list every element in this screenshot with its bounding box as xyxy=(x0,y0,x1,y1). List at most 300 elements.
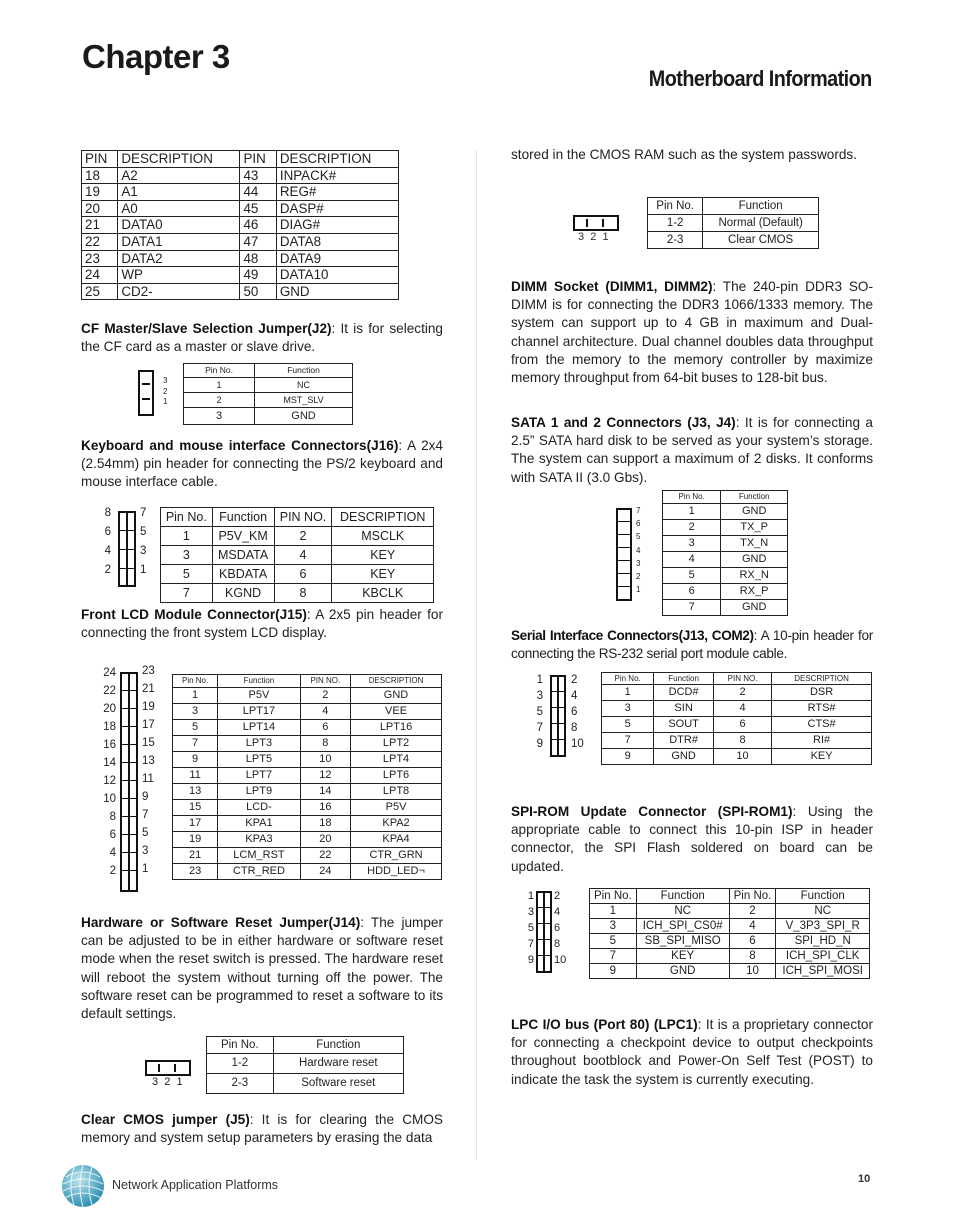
table-cell: DATA9 xyxy=(276,250,398,267)
page-number: 10 xyxy=(858,1173,871,1185)
pin-label: 2 xyxy=(104,564,111,576)
table-cell: GND xyxy=(276,283,398,300)
table-cell: KEY xyxy=(772,749,872,765)
pin-divider xyxy=(128,674,130,890)
table-cell: A2 xyxy=(118,167,240,184)
table-cell: REG# xyxy=(276,184,398,201)
pin-label: 19 xyxy=(142,701,155,713)
table-cell: 49 xyxy=(240,267,276,284)
pin-divider xyxy=(122,798,136,799)
table-cell: 8 xyxy=(274,584,332,603)
cmos-jumper-table xyxy=(647,197,819,249)
table-cell: Pin No. xyxy=(663,491,721,504)
table-header-row xyxy=(663,491,788,504)
pin-label: 5 xyxy=(536,706,543,718)
table-cell: 21 xyxy=(82,217,118,234)
table-cell: 4 xyxy=(274,546,332,565)
table-row xyxy=(161,527,434,546)
pin-divider xyxy=(618,560,630,561)
table-cell: KEY xyxy=(636,949,729,964)
pin-label: 4 xyxy=(571,690,578,702)
table-cell: 18 xyxy=(300,816,350,832)
pin-label: 23 xyxy=(142,665,155,677)
table-cell: 6 xyxy=(300,720,350,736)
sata-pin-table xyxy=(662,490,788,616)
lcd-text: : A 2x5 pin header for connecting the front system LCD display. xyxy=(81,607,443,641)
table-cell: 46 xyxy=(240,217,276,234)
pin-label: 4 xyxy=(636,545,641,555)
column-divider xyxy=(476,150,477,1160)
table-cell: 19 xyxy=(173,832,218,848)
table-cell: Pin No. xyxy=(207,1037,274,1054)
pin-divider xyxy=(538,955,550,956)
pin-divider xyxy=(122,852,136,853)
table-cell: ICH_SPI_CS0# xyxy=(636,919,729,934)
sata-title: SATA 1 and 2 Connectors (J3, J4) xyxy=(511,415,736,430)
table-cell: P5V xyxy=(351,800,442,816)
pin-label: 4 xyxy=(109,847,116,859)
pin-label: 6 xyxy=(554,922,561,934)
table-row xyxy=(663,584,788,600)
table-header-row xyxy=(590,889,870,904)
dimm-text: : The 240-pin DDR3 SO-DIMM is for connecting the DDR3 1066/1333 memory. The system can support up to 4 GB in maximum and Dual-channel architecture. Dual channel doubles data throughput from the memory to the memory controller by maximize memory throughput from 64-bit buses to 128-bit bus. xyxy=(511,279,873,386)
pin-label: 9 xyxy=(142,791,149,803)
table-cell: LPT9 xyxy=(218,784,300,800)
table-row xyxy=(663,504,788,520)
pin-label: 3 xyxy=(536,690,543,702)
table-cell: Pin No. xyxy=(590,889,637,904)
pin-label: 20 xyxy=(103,703,116,715)
table-cell: KGND xyxy=(212,584,274,603)
table-row xyxy=(173,688,442,704)
reset-text: : The jumper can be adjusted to be in either hardware or software reset mode when the reset switch is pressed. The hardware reset will reboot the system without turning off the power. The software reset can be programmed to reset a software to its default settings. xyxy=(81,915,443,1022)
lcd-title: Front LCD Module Connector(J15) xyxy=(81,607,307,622)
table-cell: DATA0 xyxy=(118,217,240,234)
table-header-row xyxy=(207,1037,404,1054)
pin-label: 1 xyxy=(536,674,543,686)
table-row xyxy=(173,864,442,880)
table-row xyxy=(590,949,870,964)
table-cell: VEE xyxy=(351,704,442,720)
table-cell: Clear CMOS xyxy=(703,232,819,249)
table-cell: CTR_GRN xyxy=(351,848,442,864)
table-cell: 2 xyxy=(663,520,721,536)
pin-label: 6 xyxy=(636,519,641,529)
lcd-pin-table xyxy=(172,674,442,880)
pin-label: 3 xyxy=(142,845,149,857)
kb-paragraph xyxy=(81,437,443,492)
table-cell: LPT6 xyxy=(351,768,442,784)
pin-divider xyxy=(618,547,630,548)
table-cell: 5 xyxy=(590,934,637,949)
table-cell: KPA2 xyxy=(351,816,442,832)
table-cell: PIN xyxy=(240,151,276,168)
pin-label: 7 xyxy=(142,809,149,821)
table-cell: DESCRIPTION xyxy=(118,151,240,168)
table-cell: Software reset xyxy=(273,1074,403,1094)
serial-text: : A 10-pin header for connecting the RS-232 serial port module cable. xyxy=(511,628,873,662)
pin-divider xyxy=(174,1064,176,1072)
cf-pin-table xyxy=(81,150,399,300)
kb-pin-table xyxy=(160,507,434,603)
pin-label: 3 xyxy=(636,558,641,568)
table-row xyxy=(173,736,442,752)
table-cell: DESCRIPTION xyxy=(772,673,872,685)
table-cell: DESCRIPTION xyxy=(351,675,442,688)
pin-divider xyxy=(122,870,136,871)
table-cell: PIN NO. xyxy=(300,675,350,688)
table-header-row xyxy=(161,508,434,527)
table-cell: Function xyxy=(218,675,300,688)
pin-label: 6 xyxy=(109,829,116,841)
table-cell: LPT7 xyxy=(218,768,300,784)
pin-label: 16 xyxy=(103,739,116,751)
table-cell: KBDATA xyxy=(212,565,274,584)
table-cell: DATA10 xyxy=(276,267,398,284)
pin-label: 7 xyxy=(536,722,543,734)
table-cell: P5V_KM xyxy=(212,527,274,546)
table-row xyxy=(590,964,870,979)
kb-title: Keyboard and mouse interface Connectors(J16) xyxy=(81,438,399,453)
pin-label: 8 xyxy=(554,938,561,950)
table-cell: LPT14 xyxy=(218,720,300,736)
pin-divider xyxy=(122,816,136,817)
pin-label: 5 xyxy=(142,827,149,839)
table-cell: 50 xyxy=(240,283,276,300)
pin-label: 2 xyxy=(109,865,116,877)
table-cell: 2 xyxy=(713,685,771,701)
table-cell: DCD# xyxy=(654,685,714,701)
table-row xyxy=(663,536,788,552)
table-cell: LPT5 xyxy=(218,752,300,768)
table-cell: 15 xyxy=(173,800,218,816)
table-cell: RX_N xyxy=(721,568,788,584)
pin-label: 10 xyxy=(571,738,584,750)
pin-label: 15 xyxy=(142,737,155,749)
pin-label: 4 xyxy=(104,545,111,557)
table-cell: 19 xyxy=(82,184,118,201)
serial-header-diagram xyxy=(530,673,588,755)
table-cell: Function xyxy=(776,889,870,904)
reset-jumper-header-icon xyxy=(145,1060,191,1076)
pin-divider xyxy=(602,219,604,227)
pin-label: 3 xyxy=(140,545,147,557)
cf-jumper-text: : It is for selecting the CF card as a master or slave drive. xyxy=(81,321,443,355)
table-cell: 10 xyxy=(729,964,776,979)
dimm-paragraph xyxy=(511,278,873,387)
table-cell: 20 xyxy=(300,832,350,848)
pin-divider xyxy=(122,726,136,727)
pin-label: 14 xyxy=(103,757,116,769)
table-cell: 2 xyxy=(184,393,255,408)
table-cell: CD2- xyxy=(118,283,240,300)
pin-label: 7 xyxy=(140,507,147,519)
table-cell: CTR_RED xyxy=(218,864,300,880)
table-cell: 7 xyxy=(173,736,218,752)
table-row xyxy=(173,752,442,768)
table-cell: Normal (Default) xyxy=(703,215,819,232)
pin-label: 21 xyxy=(142,683,155,695)
pin-divider xyxy=(552,691,564,692)
table-cell: 20 xyxy=(82,200,118,217)
pin-label: 4 xyxy=(554,906,561,918)
table-cell: 8 xyxy=(713,733,771,749)
table-cell: 14 xyxy=(300,784,350,800)
table-cell: 8 xyxy=(300,736,350,752)
table-row xyxy=(173,848,442,864)
table-header-row xyxy=(648,198,819,215)
table-cell: 16 xyxy=(300,800,350,816)
pin-label: 1 xyxy=(527,890,534,902)
table-row xyxy=(173,832,442,848)
table-cell: GND xyxy=(654,749,714,765)
table-cell: 4 xyxy=(663,552,721,568)
pin-divider xyxy=(142,398,150,400)
table-cell: ICH_SPI_MOSI xyxy=(776,964,870,979)
table-cell: MSCLK xyxy=(332,527,434,546)
table-cell: LCD- xyxy=(218,800,300,816)
table-cell: 45 xyxy=(240,200,276,217)
pin-label: 8 xyxy=(571,722,578,734)
pin-divider xyxy=(122,834,136,835)
cf-jumper-header-icon xyxy=(138,370,154,416)
table-cell: 9 xyxy=(602,749,654,765)
pin-label: 11 xyxy=(142,773,154,785)
table-cell: 1 xyxy=(590,904,637,919)
pin-divider xyxy=(122,744,136,745)
table-cell: GND xyxy=(721,600,788,616)
cf-jumper-pin-labels xyxy=(163,376,167,408)
table-cell: 24 xyxy=(300,864,350,880)
reset-jumper-table xyxy=(206,1036,404,1094)
sata-header-diagram xyxy=(614,506,648,600)
cmos-paragraph xyxy=(81,1111,443,1147)
table-cell: 6 xyxy=(274,565,332,584)
cf-jumper-paragraph xyxy=(81,320,443,356)
table-row xyxy=(82,184,399,201)
table-cell: 18 xyxy=(82,167,118,184)
table-cell: A1 xyxy=(118,184,240,201)
pin-label: 9 xyxy=(527,954,534,966)
table-row xyxy=(184,378,353,393)
table-header-row xyxy=(184,364,353,378)
table-cell: 21 xyxy=(173,848,218,864)
table-cell: 6 xyxy=(729,934,776,949)
table-cell: DATA2 xyxy=(118,250,240,267)
pin-label: 6 xyxy=(571,706,578,718)
table-row xyxy=(82,200,399,217)
pin-divider xyxy=(122,690,136,691)
table-cell: 9 xyxy=(590,964,637,979)
table-cell: SPI_HD_N xyxy=(776,934,870,949)
table-cell: Function xyxy=(273,1037,403,1054)
table-row xyxy=(648,215,819,232)
table-row xyxy=(82,217,399,234)
table-cell: SOUT xyxy=(654,717,714,733)
globe-logo-icon xyxy=(60,1163,106,1209)
table-cell: NC xyxy=(776,904,870,919)
table-cell: Pin No. xyxy=(173,675,218,688)
table-cell: DESCRIPTION xyxy=(332,508,434,527)
table-row xyxy=(590,919,870,934)
table-cell: DSR xyxy=(772,685,872,701)
table-cell: SIN xyxy=(654,701,714,717)
table-row xyxy=(207,1054,404,1074)
table-cell: 8 xyxy=(729,949,776,964)
table-row xyxy=(663,520,788,536)
pin-divider xyxy=(552,739,564,740)
pin-label: 2 xyxy=(571,674,578,686)
table-cell: MSDATA xyxy=(212,546,274,565)
table-cell: 10 xyxy=(713,749,771,765)
pin-divider xyxy=(120,568,134,569)
table-cell: SB_SPI_MISO xyxy=(636,934,729,949)
table-row xyxy=(184,408,353,425)
table-header-row xyxy=(82,151,399,168)
pin-label: 17 xyxy=(142,719,155,731)
cmos-paragraph-cont: stored in the CMOS RAM such as the system passwords. xyxy=(511,147,858,162)
table-row xyxy=(82,233,399,250)
table-row xyxy=(173,704,442,720)
table-row xyxy=(663,552,788,568)
pin-label: 13 xyxy=(142,755,155,767)
table-cell: DATA1 xyxy=(118,233,240,250)
lpc-title: LPC I/O bus (Port 80) (LPC1) xyxy=(511,1017,698,1032)
table-cell: PIN NO. xyxy=(274,508,332,527)
table-cell: 2 xyxy=(274,527,332,546)
pin-label: 22 xyxy=(103,685,116,697)
table-cell: 2-3 xyxy=(648,232,703,249)
table-cell: 22 xyxy=(82,233,118,250)
table-cell: KPA4 xyxy=(351,832,442,848)
table-cell: Function xyxy=(255,364,353,378)
cmos-pin-labels: 3 2 1 xyxy=(578,231,609,243)
cmos-jumper-header-icon xyxy=(573,215,619,231)
pin-divider xyxy=(122,762,136,763)
table-cell: 1 xyxy=(184,378,255,393)
table-cell: DIAG# xyxy=(276,217,398,234)
table-cell: 4 xyxy=(300,704,350,720)
table-cell: Pin No. xyxy=(729,889,776,904)
table-row xyxy=(207,1074,404,1094)
table-row xyxy=(648,232,819,249)
table-cell: Pin No. xyxy=(161,508,213,527)
table-cell: 6 xyxy=(713,717,771,733)
table-cell: 11 xyxy=(173,768,218,784)
table-cell: NC xyxy=(255,378,353,393)
table-row xyxy=(663,600,788,616)
pin-divider xyxy=(618,586,630,587)
table-cell: 7 xyxy=(161,584,213,603)
table-row xyxy=(602,749,872,765)
spi-paragraph xyxy=(511,803,873,876)
cmos-title: Clear CMOS jumper (J5) xyxy=(81,1112,250,1127)
pin-label: 7 xyxy=(636,506,641,515)
table-cell: 17 xyxy=(173,816,218,832)
table-row xyxy=(82,267,399,284)
table-row xyxy=(161,584,434,603)
table-cell: 13 xyxy=(173,784,218,800)
table-cell: 7 xyxy=(602,733,654,749)
table-cell: RTS# xyxy=(772,701,872,717)
table-cell: Hardware reset xyxy=(273,1054,403,1074)
table-cell: 6 xyxy=(663,584,721,600)
table-cell: 3 xyxy=(173,704,218,720)
table-header-row xyxy=(602,673,872,685)
pin-divider xyxy=(122,780,136,781)
section-title: Motherboard Information xyxy=(649,66,872,91)
table-cell: A0 xyxy=(118,200,240,217)
table-cell: MST_SLV xyxy=(255,393,353,408)
table-cell: GND xyxy=(255,408,353,425)
table-cell: Function xyxy=(654,673,714,685)
sata-paragraph xyxy=(511,414,873,487)
table-cell: 3 xyxy=(184,408,255,425)
footer-text: Network Application Platforms xyxy=(112,1178,279,1192)
pin-label: 2 xyxy=(554,890,561,902)
table-cell: KPA1 xyxy=(218,816,300,832)
table-cell: 7 xyxy=(663,600,721,616)
pin-divider xyxy=(158,1064,160,1072)
pin-divider xyxy=(538,939,550,940)
table-cell: 1 xyxy=(173,688,218,704)
pin-label: 8 xyxy=(104,507,111,519)
table-cell: HDD_LED¬ xyxy=(351,864,442,880)
table-cell: 2 xyxy=(300,688,350,704)
spi-pin-table xyxy=(589,888,870,979)
pin-label: 10 xyxy=(103,793,116,805)
table-cell: 1 xyxy=(663,504,721,520)
lpc-paragraph xyxy=(511,1016,873,1089)
lpc-text: : It is a proprietary connector for connecting a checkpoint device to output checkpoints throughout bootblock and Power-On Self Test (POST) to indicate the task the system is currently executing. xyxy=(511,1017,874,1087)
table-cell: 44 xyxy=(240,184,276,201)
table-cell: 7 xyxy=(590,949,637,964)
cf-jumper-table xyxy=(183,363,353,425)
serial-title: Serial Interface Connectors(J13, COM2) xyxy=(511,628,754,643)
table-row xyxy=(590,934,870,949)
table-cell: LPT8 xyxy=(351,784,442,800)
spi-title: SPI-ROM Update Connector (SPI-ROM1) xyxy=(511,804,793,819)
table-cell: Pin No. xyxy=(184,364,255,378)
table-cell: 43 xyxy=(240,167,276,184)
table-cell: 5 xyxy=(161,565,213,584)
pin-label: 1 xyxy=(140,564,147,576)
cmos-text: : It is for clearing the CMOS memory and system setup parameters by erasing the data xyxy=(81,1112,443,1146)
reset-paragraph xyxy=(81,914,443,1023)
table-cell: Function xyxy=(721,491,788,504)
pin-label: 6 xyxy=(104,526,111,538)
pin-divider xyxy=(538,907,550,908)
table-cell: GND xyxy=(636,964,729,979)
table-cell: WP xyxy=(118,267,240,284)
table-cell: 48 xyxy=(240,250,276,267)
kb-header-diagram xyxy=(100,508,160,586)
table-cell: 4 xyxy=(713,701,771,717)
table-row xyxy=(173,816,442,832)
serial-paragraph xyxy=(511,627,873,663)
table-cell: ICH_SPI_CLK xyxy=(776,949,870,964)
table-cell: Pin No. xyxy=(602,673,654,685)
table-row xyxy=(82,283,399,300)
pin-label: 9 xyxy=(536,738,543,750)
table-cell: 1-2 xyxy=(648,215,703,232)
pin-label: 10 xyxy=(554,954,567,966)
table-cell: 3 xyxy=(161,546,213,565)
table-cell: Function xyxy=(212,508,274,527)
table-cell: RI# xyxy=(772,733,872,749)
pin-label: 5 xyxy=(527,922,534,934)
table-cell: PIN NO. xyxy=(713,673,771,685)
